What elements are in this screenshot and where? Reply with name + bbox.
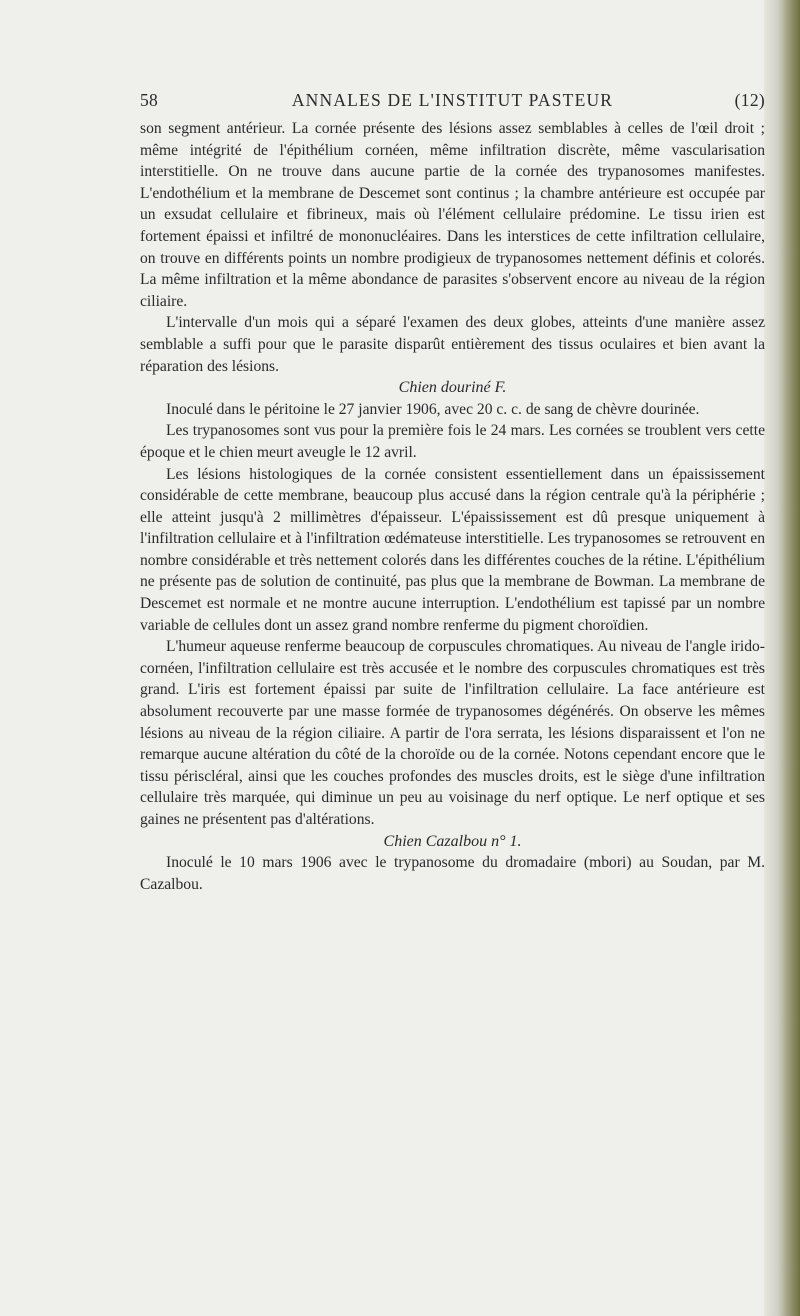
page-number: 58	[140, 90, 159, 110]
section-heading-chien-cazalbou: Chien Cazalbou n° 1.	[383, 832, 522, 850]
paragraph: Inoculé dans le péritoine le 27 janvier 1906, avec 20 c. c. de sang de chèvre dourinée.	[166, 400, 700, 418]
running-title: ANNALES DE L'INSTITUT PASTEUR	[291, 90, 614, 110]
paragraph: L'humeur aqueuse renferme beaucoup de corpuscules chromatiques. Au niveau de l'angle irido-cornéen, l'infiltration cellulaire est très accusée et le nombre des corpuscules chromatiques est très grand. L'iris est fortement épaissi par suite de l'infiltration cellulaire. La face antérieure est absolument recouverte par une masse formée de trypanosomes dégénérés. On observe les mêmes lésions au niveau de la région ciliaire. A partir de l'ora serrata, les lésions disparaissent et l'on ne remarque aucune altération du côté de la choroïde ou de la cornée. Notons cependant encore que le tissu périscléral, ainsi que les couches profondes des muscles droits, est le siège d'une infiltration cellulaire très marquée, qui diminue un peu au voisinage du nerf optique. Le nerf optique et ses gaines ne présentent pas d'altérations.	[140, 638, 765, 828]
section-heading-chien-dourine: Chien douriné F.	[398, 379, 507, 397]
paragraph: Inoculé le 10 mars 1906 avec le trypanosome du dromadaire (mbori) au Soudan, par M. Cazalbou.	[140, 854, 765, 893]
paragraph: Les lésions histologiques de la cornée consistent essentiellement dans un épaississement considérable de cette membrane, beaucoup plus accusé dans la région centrale qu'à la périphérie ; elle atteint jusqu'à 2 millimètres d'épaisseur. L'épaississement est dû presque uniquement à l'infiltration cellulaire et à l'infiltration œdémateuse interstitielle. Les trypanosomes se retrouvent en nombre considérable et très nettement colorés dans les différentes couches de la rétine. L'épithélium ne présente pas de solution de continuité, pas plus que la membrane de Bowman. La membrane de Descemet est normale et ne montre aucune interruption. L'endothélium est tapissé par un nombre variable de cellules dont un assez grand nombre renferme du pigment choroïdien.	[140, 465, 765, 634]
page-reference: (12)	[734, 90, 765, 110]
paragraph: Les trypanosomes sont vus pour la première fois le 24 mars. Les cornées se troublent vers cette époque et le chien meurt aveugle le 12 avril.	[140, 422, 765, 461]
page-header	[140, 90, 765, 114]
paragraph: L'intervalle d'un mois qui a séparé l'examen des deux globes, atteints d'une manière assez semblable a suffi pour que le parasite disparût entièrement des tissus oculaires et bien avant la réparation des lésions.	[140, 314, 765, 375]
page-body	[140, 118, 765, 895]
page-edge-shadow	[764, 0, 800, 1316]
paragraph: son segment antérieur. La cornée présente des lésions assez semblables à celles de l'œil droit ; même intégrité de l'épithélium cornéen, même infiltration discrète, même vascularisation interstitielle. On ne trouve dans aucune partie de la cornée des trypanosomes manifestes. L'endothélium et la membrane de Descemet sont continus ; la chambre antérieure est occupée par un exsudat cellulaire et fibrineux, mais où l'élément cellulaire prédomine. Le tissu irien est fortement épaissi et infiltré de mononucléaires. Dans les interstices de cette infiltration cellulaire, on trouve en différents points un nombre prodigieux de trypanosomes nettement définis et colorés. La même infiltration et la même abondance de parasites s'observent encore au niveau de la région ciliaire.	[140, 120, 765, 310]
